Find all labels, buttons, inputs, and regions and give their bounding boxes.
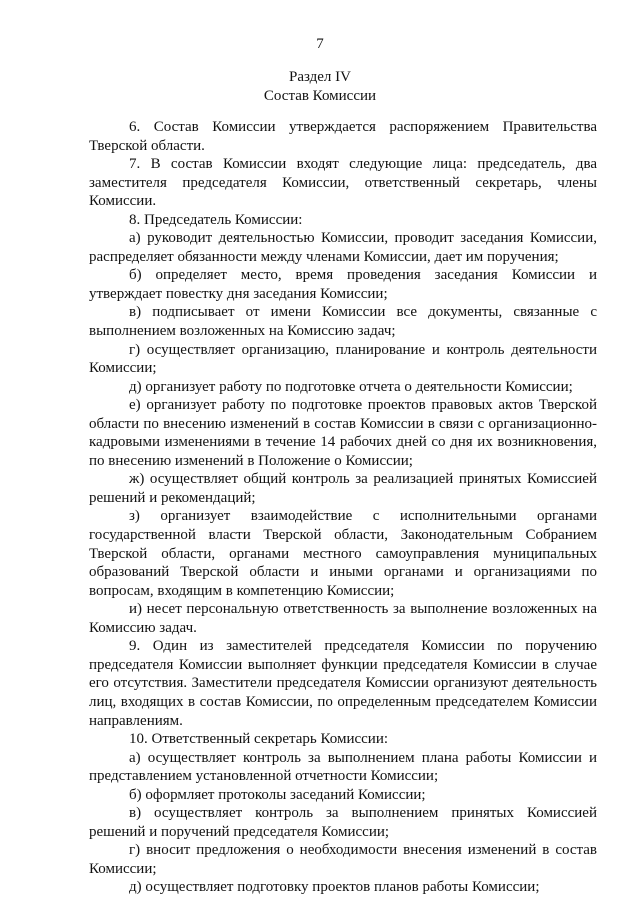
paragraph-10b: б) оформляет протоколы заседаний Комиссии; [129,786,426,803]
page-number: 7 [316,36,324,52]
paragraph-8-heading: 8. Председатель Комиссии: [129,211,303,228]
paragraph-9: 9. Один из заместителей председателя Комиссии по поручению председателя Комиссии выполняет функции председателя Комиссии в случае его отсутствия. Заместители председателя Комиссии организуют деятельность лиц, входящих в состав Комиссии, по определенным председателем Комиссии направлениям. [89,638,597,729]
paragraph-10v: в) осуществляет контроль за выполнением принятых Комиссией решений и поручений председателя Комиссии; [89,805,597,840]
paragraph-8g: г) осуществляет организацию, планирование и контроль деятельности Комиссии; [89,341,597,377]
document-body [89,118,597,897]
paragraph-8v: в) подписывает от имени Комиссии все документы, связанные с выполнением возложенных на Комиссию задач; [89,304,597,340]
section-title: Состав Комиссии [263,88,377,104]
section-heading [0,68,640,106]
paragraph-8zh: ж) осуществляет общий контроль за реализацией принятых Комиссией решений и рекомендаций; [89,471,597,506]
paragraph-6: 6. Состав Комиссии утверждается распоряжением Правительства Тверской области. [89,119,597,154]
paragraph-8i: и) несет персональную ответственность за выполнение возложенных на Комиссию задач. [89,601,597,636]
paragraph-10d: д) осуществляет подготовку проектов планов работы Комиссии; [129,879,540,896]
paragraph-7: 7. В состав Комиссии входят следующие лица: председатель, два заместителя председателя Комиссии, ответственный секретарь, члены Комиссии. [89,156,597,210]
paragraph-8d: д) организует работу по подготовке отчета о деятельности Комиссии; [129,378,573,395]
paragraph-8a: а) руководит деятельностью Комиссии, проводит заседания Комиссии, распределяет обязанности между членами Комиссии, дает им поручения; [89,230,597,265]
paragraph-8z: з) организует взаимодействие с исполнительными органами государственной власти Тверской области, Законодательным Собранием Тверской области, органами местного самоуправления муниципальных образований Тверской области и иными органами и организациями по вопросам, входящим в компетенцию Комиссии; [89,508,597,599]
section-label: Раздел IV [288,69,351,85]
paragraph-10a: а) осуществляет контроль за выполнением плана работы Комиссии и представлением установленной отчетности Комиссии; [89,749,597,785]
paragraph-10-heading: 10. Ответственный секретарь Комиссии: [129,731,389,748]
paragraph-8e: е) организует работу по подготовке проектов правовых актов Тверской области по внесению изменений в состав Комиссии в связи с организационно-кадровыми изменениями в течение 14 рабочих дней со дня их возникновения, по внесению изменений в Положение о Комиссии; [89,397,597,469]
paragraph-10g: г) вносит предложения о необходимости внесения изменений в состав Комиссии; [89,842,597,877]
paragraph-8b: б) определяет место, время проведения заседания Комиссии и утверждает повестку дня заседания Комиссии; [89,267,597,302]
